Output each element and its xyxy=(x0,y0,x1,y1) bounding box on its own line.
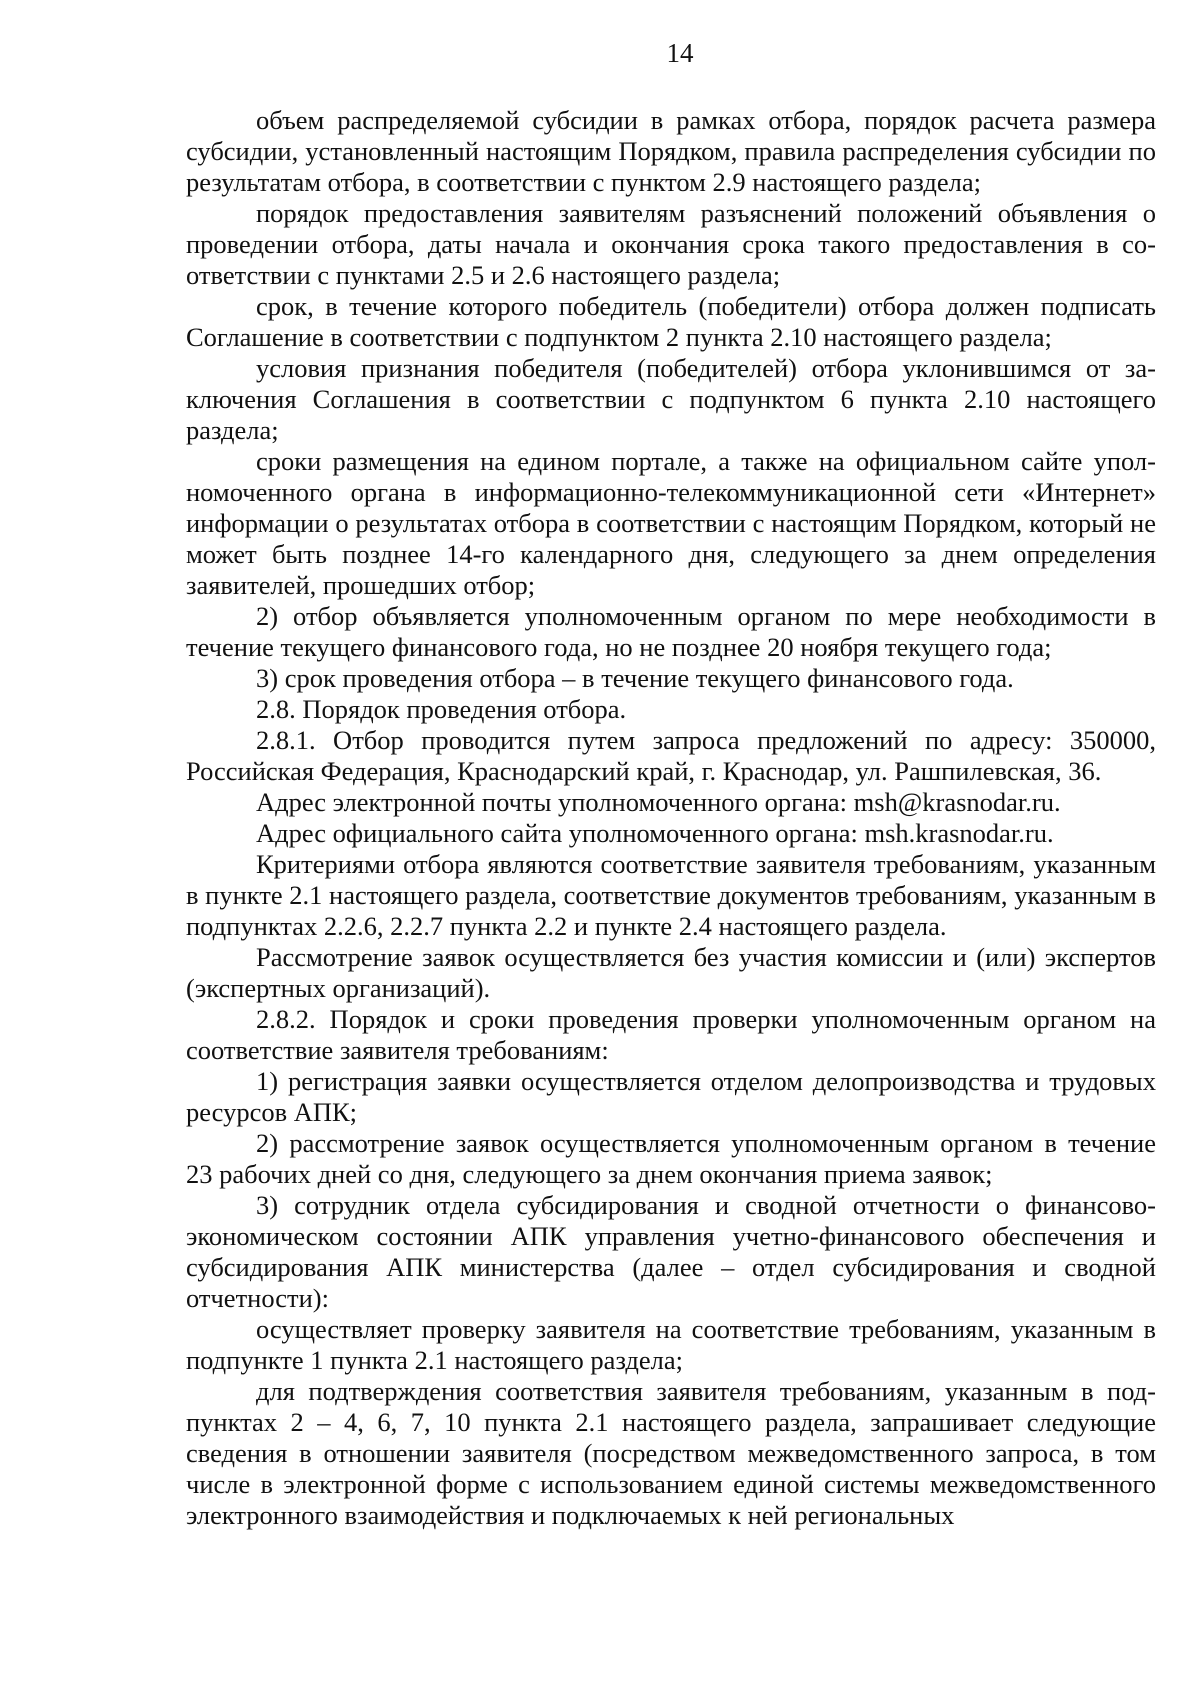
paragraph: срок, в течение которого победитель (победители) отбора должен подписать Соглашение в соответствии с подпунктом 2 пункта 2.10 настоящего раздела; xyxy=(186,291,1156,352)
paragraph: 3) сотрудник отдела субсидирования и сводной отчетности о финансово-экономическом состоянии АПК управления учетно-финансового обеспечения и субсидирования АПК министерства (далее – отдел субсидирования и сводной отчетности): xyxy=(186,1190,1156,1313)
paragraph: Критериями отбора являются соответствие заявителя требованиям, указанным в пункте 2.1 настоящего раздела, соответствие документов требованиям, указанным в подпунктах 2.2.6, 2.2.7 пункта 2.2 и пункте 2.4 настоящего раздела. xyxy=(186,849,1156,941)
paragraph: 3) срок проведения отбора – в течение текущего финансового года. xyxy=(256,663,1014,693)
paragraph: для подтверждения соответствия заявителя требованиям, указанным в подпунктах 2 – 4, 6, 7, 10 пункта 2.1 настоящего раздела, запрашивает следующие сведения в отношении заявителя (посредством межведомственного запроса, в том числе в электронной форме с использованием единой системы межведомственного электронного взаимодействия и подключаемых к ней региональных xyxy=(186,1376,1156,1530)
paragraph: 1) регистрация заявки осуществляется отделом делопроизводства и трудовых ресурсов АПК; xyxy=(186,1066,1156,1127)
paragraph: осуществляет проверку заявителя на соответствие требованиям, указанным в подпункте 1 пункта 2.1 настоящего раздела; xyxy=(186,1314,1156,1375)
document-body xyxy=(186,105,1156,1531)
paragraph: Адрес официального сайта уполномоченного органа: msh.krasnodar.ru. xyxy=(256,818,1054,848)
paragraph: условия признания победителя (победителей) отбора уклонившимся от заключения Соглашения в соответствии с подпунктом 6 пункта 2.10 настоящего раздела; xyxy=(186,353,1156,445)
page-number: 14 xyxy=(666,38,694,68)
paragraph: сроки размещения на едином портале, а также на официальном сайте уполномоченного органа в информационно-телекоммуникационной сети «Интернет» информации о результатах отбора в соответствии с настоящим Порядком, который не может быть позднее 14-го календарного дня, следующего за днем определения заявителей, прошедших отбор; xyxy=(186,446,1156,600)
paragraph: 2.8. Порядок проведения отбора. xyxy=(256,694,627,724)
paragraph: объем распределяемой субсидии в рамках отбора, порядок расчета размера субсидии, установленный настоящим Порядком, правила распределения субсидии по результатам отбора, в соответствии с пунктом 2.9 настоящего раздела; xyxy=(186,105,1156,197)
paragraph: Рассмотрение заявок осуществляется без участия комиссии и (или) экспертов (экспертных организаций). xyxy=(186,942,1156,1003)
paragraph: 2.8.1. Отбор проводится путем запроса предложений по адресу: 350000, Российская Федерация, Краснодарский край, г. Краснодар, ул. Рашпилевская, 36. xyxy=(186,725,1156,786)
paragraph: 2.8.2. Порядок и сроки проведения проверки уполномоченным органом на соответствие заявителя требованиям: xyxy=(186,1004,1156,1065)
paragraph: порядок предоставления заявителям разъяснений положений объявления о проведении отбора, даты начала и окончания срока такого предоставления в соответствии с пунктами 2.5 и 2.6 настоящего раздела; xyxy=(186,198,1156,290)
paragraph: 2) отбор объявляется уполномоченным органом по мере необходимости в течение текущего финансового года, но не позднее 20 ноября текущего года; xyxy=(186,601,1156,662)
paragraph: Адрес электронной почты уполномоченного органа: msh@krasnodar.ru. xyxy=(256,787,1061,817)
paragraph: 2) рассмотрение заявок осуществляется уполномоченным органом в течение 23 рабочих дней со дня, следующего за днем окончания приема заявок; xyxy=(186,1128,1156,1189)
